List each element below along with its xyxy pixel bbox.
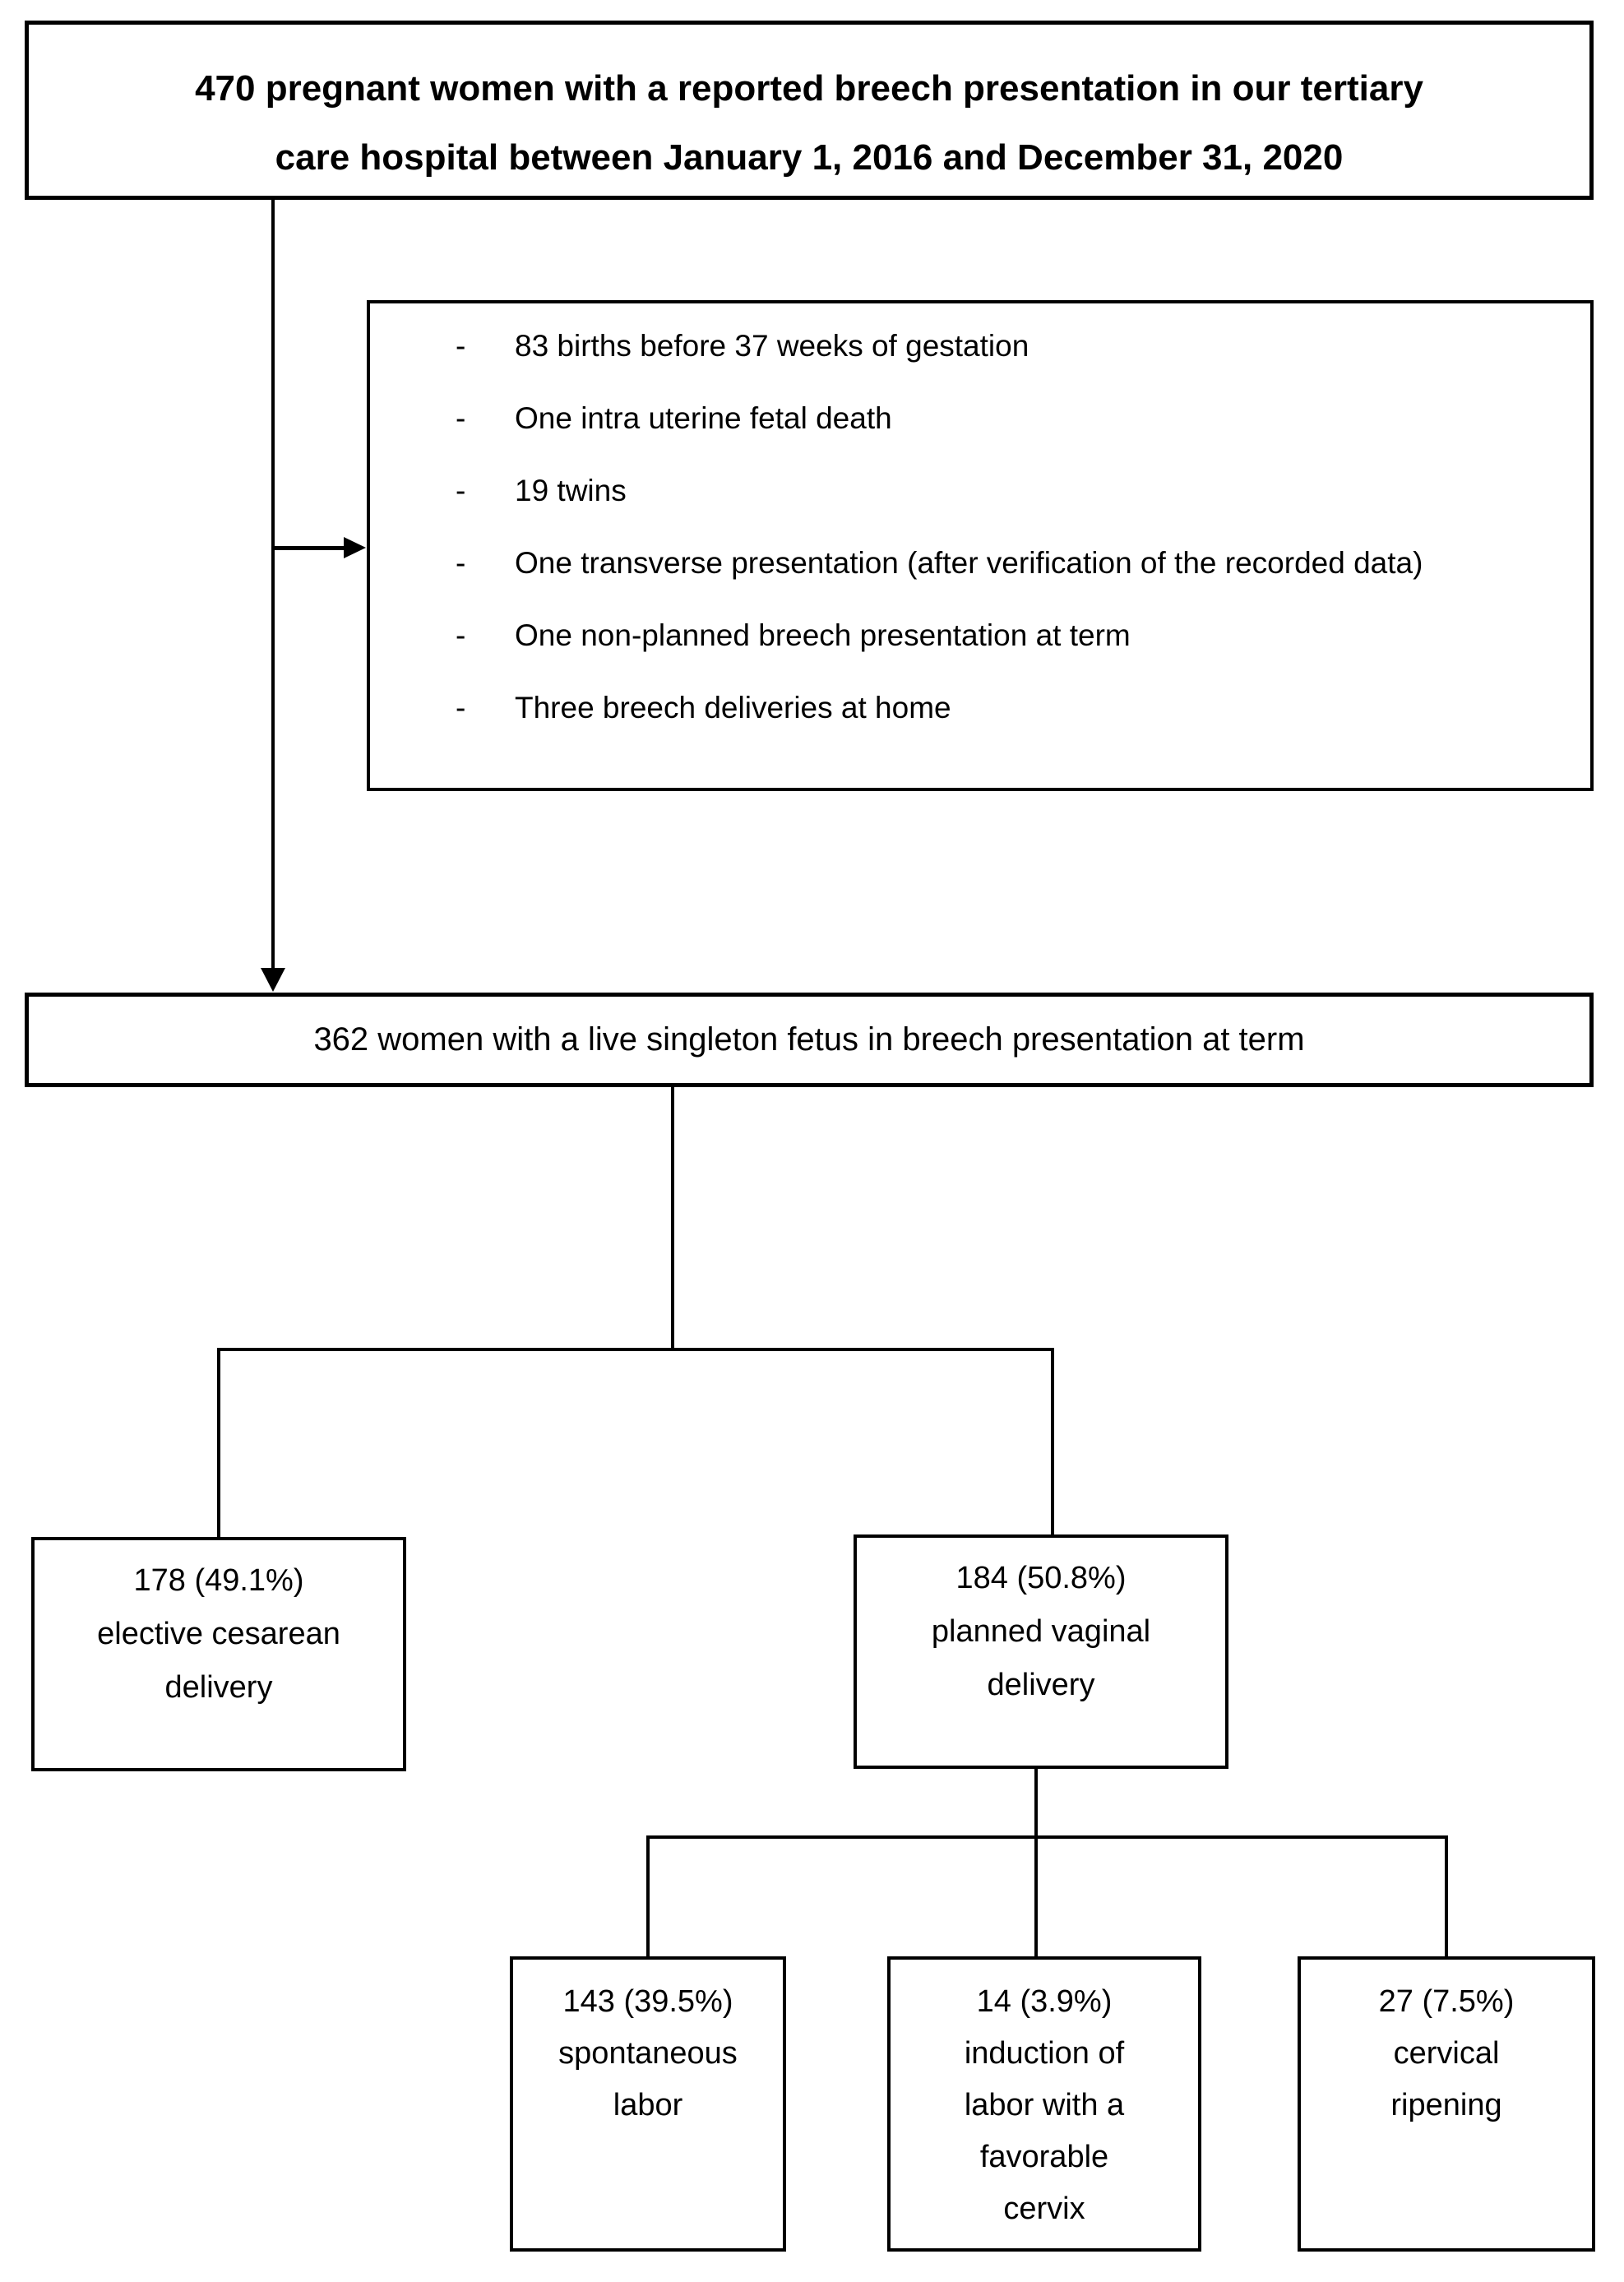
connector-exclusion-arrow-line xyxy=(273,546,345,550)
connector-branch1-right-drop xyxy=(1051,1348,1054,1536)
exclusion-item xyxy=(370,527,1590,599)
dash-bullet: - xyxy=(456,401,466,435)
node-cervical-ripening xyxy=(1298,1956,1595,2252)
connector-branch1-horizontal xyxy=(217,1348,1054,1351)
connector-branch2-left-drop xyxy=(646,1835,650,1958)
text-line: delivery xyxy=(164,1670,273,1705)
text-line: care hospital between January 1, 2016 and December 31, 2020 xyxy=(275,137,1344,178)
exclusion-item xyxy=(370,672,1590,744)
exclusion-item-text: 19 twins xyxy=(515,474,627,507)
text-line: delivery xyxy=(987,1668,1095,1702)
node-total-population xyxy=(25,21,1594,200)
connector-eligible-stem xyxy=(671,1087,674,1351)
text-line: cervix xyxy=(1003,2192,1085,2226)
connector-branch1-left-drop xyxy=(217,1348,220,1539)
node-planned-vaginal xyxy=(854,1534,1228,1769)
text-line: 27 (7.5%) xyxy=(1378,1984,1515,2019)
exclusion-item-text: One intra uterine fetal death xyxy=(515,401,892,435)
dash-bullet: - xyxy=(456,691,466,724)
down-arrowhead-icon xyxy=(261,968,285,992)
text-line: induction of xyxy=(964,2036,1125,2071)
text-line: cervical xyxy=(1393,2036,1500,2071)
connector-branch2-middle-drop xyxy=(1034,1835,1038,1958)
dash-bullet: - xyxy=(456,329,466,363)
exclusion-item-text: 83 births before 37 weeks of gestation xyxy=(515,329,1029,363)
exclusion-item xyxy=(370,382,1590,455)
connector-branch2-right-drop xyxy=(1445,1835,1448,1958)
exclusion-item-text: One transverse presentation (after verification of the recorded data) xyxy=(515,546,1423,580)
exclusion-item xyxy=(370,599,1590,672)
text-line: planned vaginal xyxy=(931,1614,1151,1649)
connector-vaginal-stem xyxy=(1034,1766,1038,1839)
dash-bullet: - xyxy=(456,546,466,580)
text-line: ripening xyxy=(1390,2088,1502,2122)
node-elective-cesarean xyxy=(31,1537,406,1771)
eligible-text: 362 women with a live singleton fetus in breech presentation at term xyxy=(313,1021,1305,1058)
text-line: 143 (39.5%) xyxy=(562,1984,733,2019)
dash-bullet: - xyxy=(456,474,466,507)
text-line: 178 (49.1%) xyxy=(133,1563,304,1598)
right-arrowhead-icon xyxy=(344,537,366,558)
text-line: labor xyxy=(613,2088,683,2122)
text-line: favorable xyxy=(979,2140,1109,2174)
exclusion-item xyxy=(370,455,1590,527)
node-spontaneous-labor xyxy=(510,1956,786,2252)
node-induction-favorable-cervix xyxy=(887,1956,1201,2252)
dash-bullet: - xyxy=(456,618,466,652)
text-line: spontaneous xyxy=(558,2036,738,2071)
text-line: 184 (50.8%) xyxy=(955,1561,1127,1595)
node-eligible xyxy=(25,993,1594,1087)
text-line: 14 (3.9%) xyxy=(976,1984,1113,2019)
connector-branch2-horizontal xyxy=(646,1835,1448,1839)
connector-main-vertical xyxy=(271,200,275,973)
exclusion-item-text: One non-planned breech presentation at term xyxy=(515,618,1131,652)
node-exclusions xyxy=(367,300,1594,791)
text-line: 470 pregnant women with a reported breech presentation in our tertiary xyxy=(195,68,1423,109)
exclusion-item xyxy=(370,310,1590,382)
exclusion-item-text: Three breech deliveries at home xyxy=(515,691,951,724)
text-line: labor with a xyxy=(964,2088,1125,2122)
text-line: elective cesarean xyxy=(97,1617,340,1651)
